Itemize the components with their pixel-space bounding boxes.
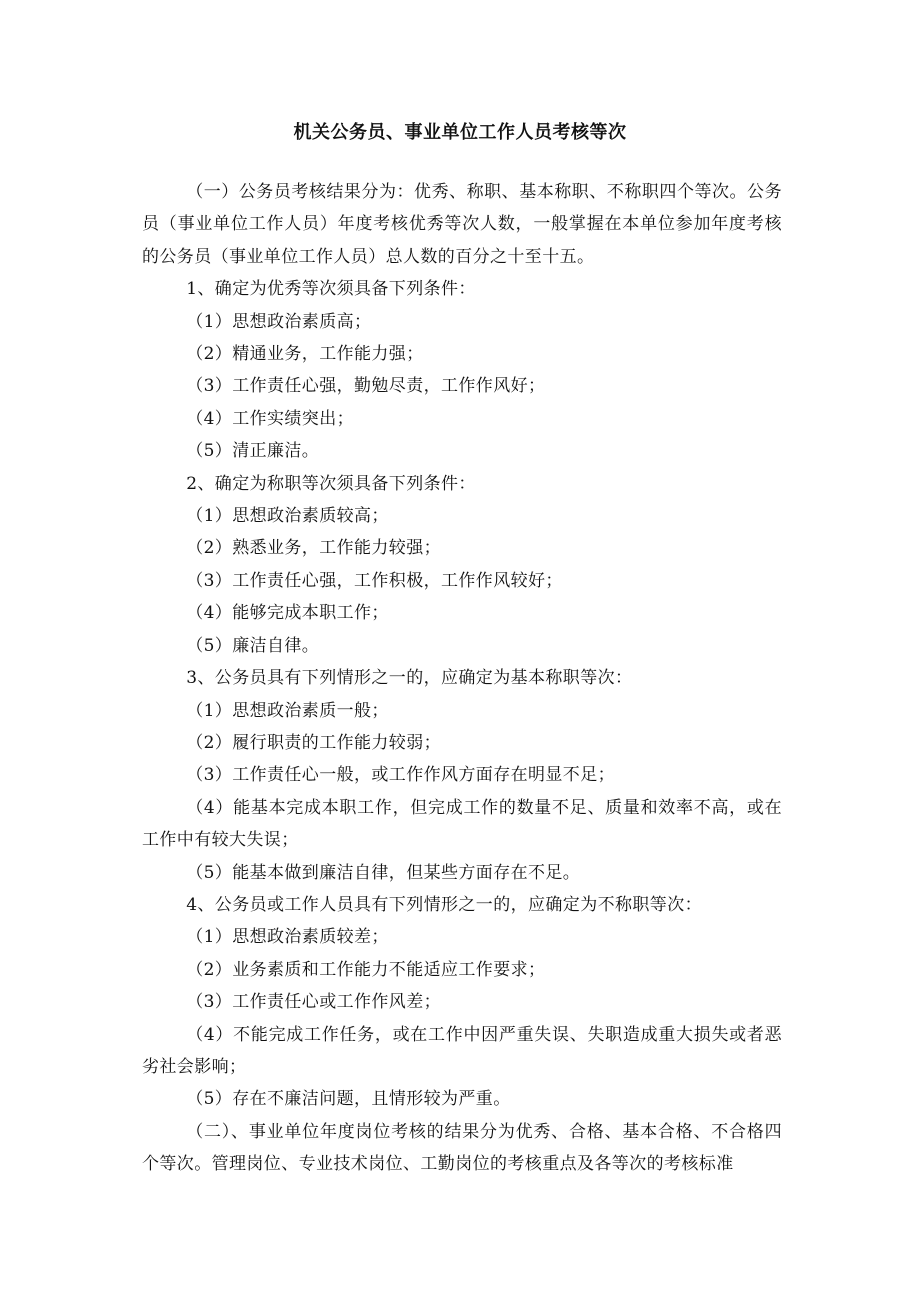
- list-item: （4）工作实绩突出；: [186, 408, 355, 429]
- list-item: （4）能够完成本职工作；: [186, 603, 389, 624]
- list-heading-basic: 3、公务员具有下列情形之一的，应确定为基本称职等次：: [186, 668, 633, 689]
- list-item: （1）思想政治素质一般；: [186, 700, 389, 721]
- list-item: （4）不能完成工作任务，或在工作中因严重失误、失职造成重大损失或者恶劣社会影响；: [142, 1024, 782, 1077]
- document-body: [142, 176, 782, 1181]
- list-item: （2）业务素质和工作能力不能适应工作要求；: [186, 959, 546, 980]
- list-item: （1）思想政治素质较高；: [186, 506, 389, 527]
- document-title: 机关公务员、事业单位工作人员考核等次: [293, 122, 627, 143]
- list-item: （2）精通业务，工作能力强；: [186, 344, 424, 365]
- list-item: （3）工作责任心一般，或工作作风方面存在明显不足；: [186, 765, 616, 786]
- list-item: （5）廉洁自律。: [186, 635, 320, 656]
- list-item: （4）能基本完成本职工作，但完成工作的数量不足、质量和效率不高，或在工作中有较大失误；: [142, 797, 782, 851]
- list-heading-competent: 2、确定为称职等次须具备下列条件：: [186, 473, 476, 494]
- paragraph-intro: （一）公务员考核结果分为：优秀、称职、基本称职、不称职四个等次。公务员（事业单位工作人员）年度考核优秀等次人数，一般掌握在本单位参加年度考核的公务员（事业单位工作人员）总人数的百分之十至十五。: [142, 182, 782, 267]
- list-item: （5）清正廉洁。: [186, 441, 320, 462]
- paragraph-institution: （二）、事业单位年度岗位考核的结果分为优秀、合格、基本合格、不合格四个等次。管理岗位、专业技术岗位、工勤岗位的考核重点及各等次的考核标准: [142, 1121, 782, 1175]
- list-item: （5）能基本做到廉洁自律，但某些方面存在不足。: [186, 862, 581, 883]
- list-item: （3）工作责任心强，勤勉尽责，工作作风好；: [186, 376, 546, 397]
- list-item: （5）存在不廉洁问题，且情形较为严重。: [186, 1089, 511, 1110]
- list-heading-incompetent: 4、公务员或工作人员具有下列情形之一的，应确定为不称职等次：: [186, 894, 703, 915]
- list-item: （3）工作责任心强，工作积极，工作作风较好；: [186, 570, 563, 591]
- list-heading-excellent: 1、确定为优秀等次须具备下列条件：: [186, 279, 476, 300]
- list-item: （2）熟悉业务，工作能力较强；: [186, 538, 442, 559]
- list-item: （1）思想政治素质高；: [186, 311, 372, 332]
- list-item: （1）思想政治素质较差；: [186, 927, 389, 948]
- list-item: （3）工作责任心或工作作风差；: [186, 992, 442, 1013]
- list-item: （2）履行职责的工作能力较弱；: [186, 732, 442, 753]
